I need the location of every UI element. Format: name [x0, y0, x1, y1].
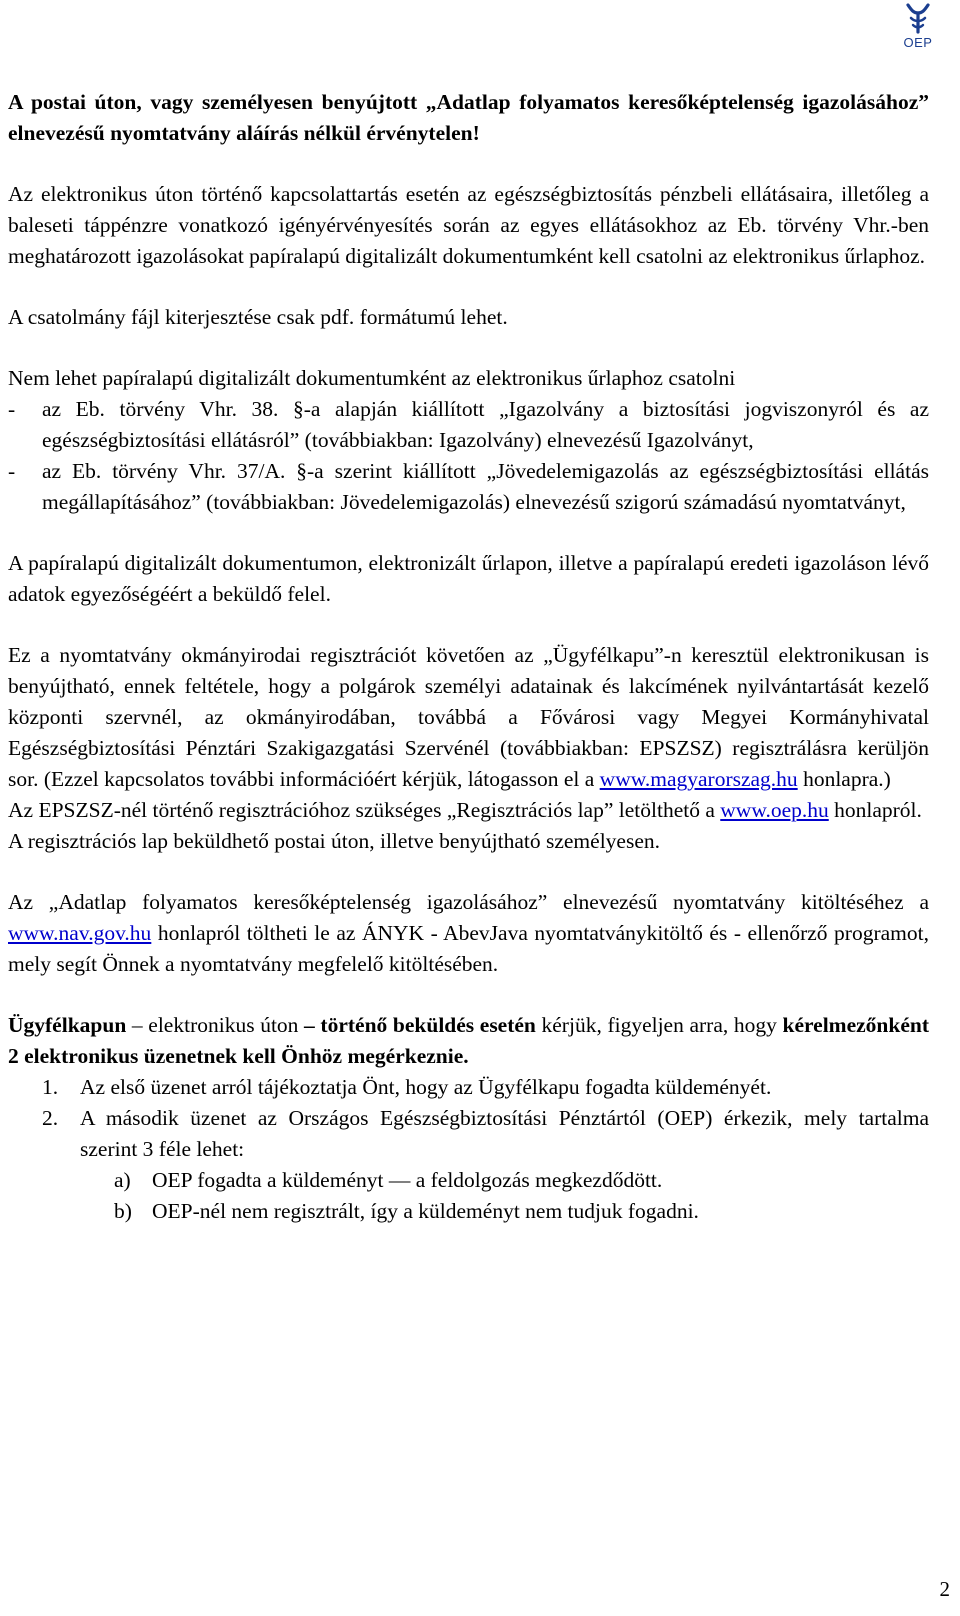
list-item [42, 1072, 929, 1103]
oep-link[interactable]: www.oep.hu [720, 798, 829, 822]
bold-text: kérelmezőnként 2 elektronikus üzenetnek kell Önhöz megérkeznie. [8, 1013, 929, 1068]
list-item [8, 394, 929, 456]
registration-form-paragraph [8, 795, 929, 826]
paragraph-text: kérjük, figyeljen arra, hogy [541, 1013, 777, 1037]
paragraph-text: Ez a nyomtatvány okmányirodai regisztrációt követően az „Ügyfélkapu”-n keresztül elektronikusan is benyújtható, ennek feltétele, hogy a polgárok személyi adatainak és lakcímének nyilvántartását kezelő központi szervnél, az okmányirodában, továbbá a Fővárosi vagy Megyei Kormányhivatal Egészségbiztosítási Pénztári Szakigazgatási Szervénél (továbbiakban: EPSZSZ) regisztrálásra kerüljön sor. (Ezzel kapcsolatos további információért kérjük, látogasson el a [8, 643, 929, 791]
form-filling-paragraph [8, 887, 929, 980]
number-marker: 2. [42, 1106, 59, 1130]
registration-submit-paragraph: A regisztrációs lap beküldhető postai úton, illetve benyújtható személyesen. [8, 829, 660, 853]
list-item-text: az Eb. törvény Vhr. 37/A. §-a szerint kiállított „Jövedelemigazolás az egészségbiztosítási ellátás megállapításához” (továbbiakban: Jövedelemigazolás) elnevezésű szigorú számadású nyomtatványt, [42, 459, 929, 514]
page-number: 2 [939, 1577, 950, 1601]
logo-text: OEP [903, 35, 933, 50]
document-body [8, 87, 929, 1227]
dash-marker: - [8, 459, 16, 483]
message-types-list [8, 1165, 929, 1227]
messages-list [8, 1072, 929, 1165]
nav-link[interactable]: www.nav.gov.hu [8, 921, 152, 945]
list-item [114, 1165, 929, 1196]
paragraph-text: honlapról. [834, 798, 922, 822]
list-item [8, 456, 929, 518]
letter-marker: a) [114, 1168, 131, 1192]
paragraph-text: Az EPSZSZ-nél történő regisztrációhoz szükséges „Regisztrációs lap” letölthető a [8, 798, 715, 822]
dash-marker: - [8, 397, 16, 421]
liability-paragraph: A papíralapú digitalizált dokumentumon, elektronizált űrlapon, illetve a papíralapú eredeti igazoláson lévő adatok egyezőségéért a beküldő felel. [8, 551, 929, 606]
not-attachable-list [8, 394, 929, 518]
list-item [114, 1196, 929, 1227]
ugyfelkapu-paragraph [8, 640, 929, 795]
list-item [42, 1103, 929, 1165]
number-marker: 1. [42, 1075, 59, 1099]
electronic-submission-paragraph [8, 1010, 929, 1072]
bold-text: Ügyfélkapun [8, 1013, 127, 1037]
paragraph-text: Az „Adatlap folyamatos keresőképtelenség igazolásához” elnevezésű nyomtatvány kitöltéséhez a [8, 890, 929, 914]
paragraph-text: honlapról töltheti le az ÁNYK - AbevJava nyomtatványkitöltő és - ellenőrző programot, mely segít Önnek a nyomtatvány megfelelő kitöltésében. [8, 921, 929, 976]
warning-paragraph: A postai úton, vagy személyesen benyújtott „Adatlap folyamatos keresőképtelenség igazolásához” elnevezésű nyomtatvány aláírás nélkül érvénytelen! [8, 90, 929, 145]
oep-logo [898, 2, 938, 50]
magyarorszag-link[interactable]: www.magyarorszag.hu [599, 767, 798, 791]
letter-marker: b) [114, 1199, 132, 1223]
file-format-paragraph: A csatolmány fájl kiterjesztése csak pdf. formátumú lehet. [8, 305, 508, 329]
list-item-text: OEP-nél nem regisztrált, így a küldeményt nem tudjuk fogadni. [152, 1199, 699, 1223]
paragraph-text: – elektronikus úton [131, 1013, 299, 1037]
list-item-text: A második üzenet az Országos Egészségbiztosítási Pénztártól (OEP) érkezik, mely tartalma szerint 3 féle lehet: [80, 1106, 929, 1161]
oep-emblem-icon [904, 2, 932, 36]
list-item-text: OEP fogadta a küldeményt — a feldolgozás megkezdődött. [152, 1168, 663, 1192]
attachment-requirements-paragraph: Az elektronikus úton történő kapcsolattartás esetén az egészségbiztosítás pénzbeli ellátásaira, illetőleg a baleseti táppénzre vonatkozó igényérvényesítés során az egyes ellátásokhoz az Eb. törvény Vhr.-ben meghatározott igazolásokat papíralapú digitalizált dokumentumként kell csatolni az elektronikus űrlaphoz. [8, 182, 929, 268]
bold-text: – történő beküldés esetén [304, 1013, 536, 1037]
not-attachable-intro: Nem lehet papíralapú digitalizált dokumentumként az elektronikus űrlaphoz csatolni [8, 366, 736, 390]
list-item-text: az Eb. törvény Vhr. 38. §-a alapján kiállított „Igazolvány a biztosítási jogviszonyról és az egészségbiztosítási ellátásról” (továbbiakban: Igazolvány) elnevezésű Igazolványt, [42, 397, 929, 452]
paragraph-text: honlapra.) [803, 767, 891, 791]
list-item-text: Az első üzenet arról tájékoztatja Önt, hogy az Ügyfélkapu fogadta küldeményét. [80, 1075, 772, 1099]
